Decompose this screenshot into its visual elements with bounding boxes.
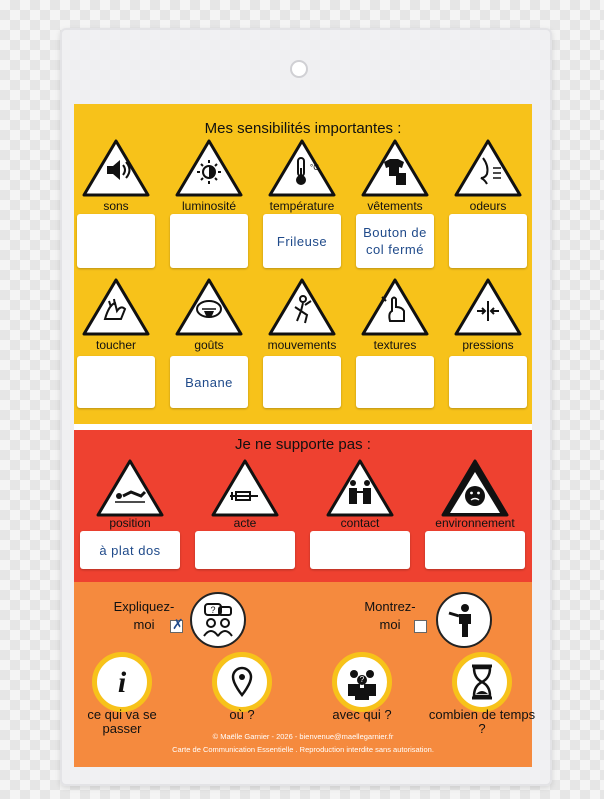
answer-box[interactable]: [263, 356, 341, 408]
lying-person-icon: [95, 458, 165, 518]
category-label: pressions: [462, 338, 514, 352]
speaker-icon: [81, 138, 151, 198]
syringe-icon: [210, 458, 280, 518]
answer-box[interactable]: [310, 531, 410, 569]
answer-box[interactable]: [425, 531, 525, 569]
answer-box[interactable]: [77, 214, 155, 268]
communication-section: [74, 582, 536, 767]
category-label: vêtements: [367, 199, 423, 213]
finger-touch-icon: [360, 277, 430, 337]
answer-box[interactable]: [77, 356, 155, 408]
category-label: acte: [233, 516, 257, 530]
question-circle: [452, 652, 512, 712]
question-label: où ?: [229, 707, 255, 722]
answer-box[interactable]: [195, 531, 295, 569]
svg-text:?: ?: [359, 675, 365, 684]
svg-text:°C: °C: [310, 163, 319, 172]
answer-box[interactable]: Bouton de col fermé: [356, 214, 434, 268]
communication-card: [74, 104, 536, 767]
people-contact-icon: [325, 458, 395, 518]
footer-line-1: © Maëlle Garnier - 2026 - bienvenue@maellegarnier.fr: [212, 732, 394, 741]
show-checkbox[interactable]: [414, 620, 427, 633]
show-circle: [436, 592, 492, 648]
group-icon: [340, 660, 384, 704]
svg-text:i: i: [117, 666, 127, 699]
pressure-icon: [453, 277, 523, 337]
answer-box[interactable]: [170, 214, 248, 268]
clothes-icon: [360, 138, 430, 198]
answer-box[interactable]: Banane: [170, 356, 248, 408]
category-label: textures: [373, 338, 417, 352]
answer-box[interactable]: Frileuse: [263, 214, 341, 268]
question-label: ce qui va se passer: [87, 707, 157, 736]
category-label: toucher: [95, 338, 137, 352]
question-label: avec qui ?: [332, 707, 392, 722]
sensitivities-section: [74, 104, 532, 424]
explain-circle: [190, 592, 246, 648]
category-label: goûts: [194, 338, 224, 352]
environment-face-icon: [440, 458, 510, 518]
category-label: mouvements: [267, 338, 337, 352]
speech-people-icon: [199, 601, 237, 639]
category-label: position: [109, 516, 151, 530]
hands-icon: [81, 277, 151, 337]
answer-box[interactable]: [449, 214, 527, 268]
category-label: luminosité: [181, 199, 237, 213]
show-label: Montrez- moi: [364, 599, 416, 632]
answer-box[interactable]: [356, 356, 434, 408]
sun-icon: [174, 138, 244, 198]
category-label: sons: [103, 199, 129, 213]
pointing-person-icon: [445, 601, 483, 639]
category-label: température: [269, 199, 335, 213]
footer-line-2: Carte de Communication Essentielle . Reproduction interdite sans autorisation.: [172, 745, 434, 754]
tongue-icon: [174, 277, 244, 337]
category-label: contact: [340, 516, 380, 530]
question-circle: [212, 652, 272, 712]
nose-icon: [453, 138, 523, 198]
explain-label: Expliquez- moi: [113, 599, 175, 632]
category-label: odeurs: [469, 199, 507, 213]
question-circle: [92, 652, 152, 712]
answer-box[interactable]: [449, 356, 527, 408]
svg-text:?: ?: [210, 605, 216, 615]
section-title: Mes sensibilités importantes :: [204, 120, 402, 137]
section-title: Je ne supporte pas :: [235, 436, 371, 453]
hourglass-icon: [460, 660, 504, 704]
question-label: combien de temps ?: [428, 707, 536, 736]
hanging-hole: [290, 60, 308, 78]
question-circle: [332, 652, 392, 712]
category-label: environnement: [435, 516, 515, 530]
answer-box[interactable]: à plat dos: [80, 531, 180, 569]
movement-icon: [267, 277, 337, 337]
explain-checkbox[interactable]: [170, 620, 183, 633]
location-icon: [220, 660, 264, 704]
thermometer-icon: [267, 138, 337, 198]
info-icon: [100, 660, 144, 704]
